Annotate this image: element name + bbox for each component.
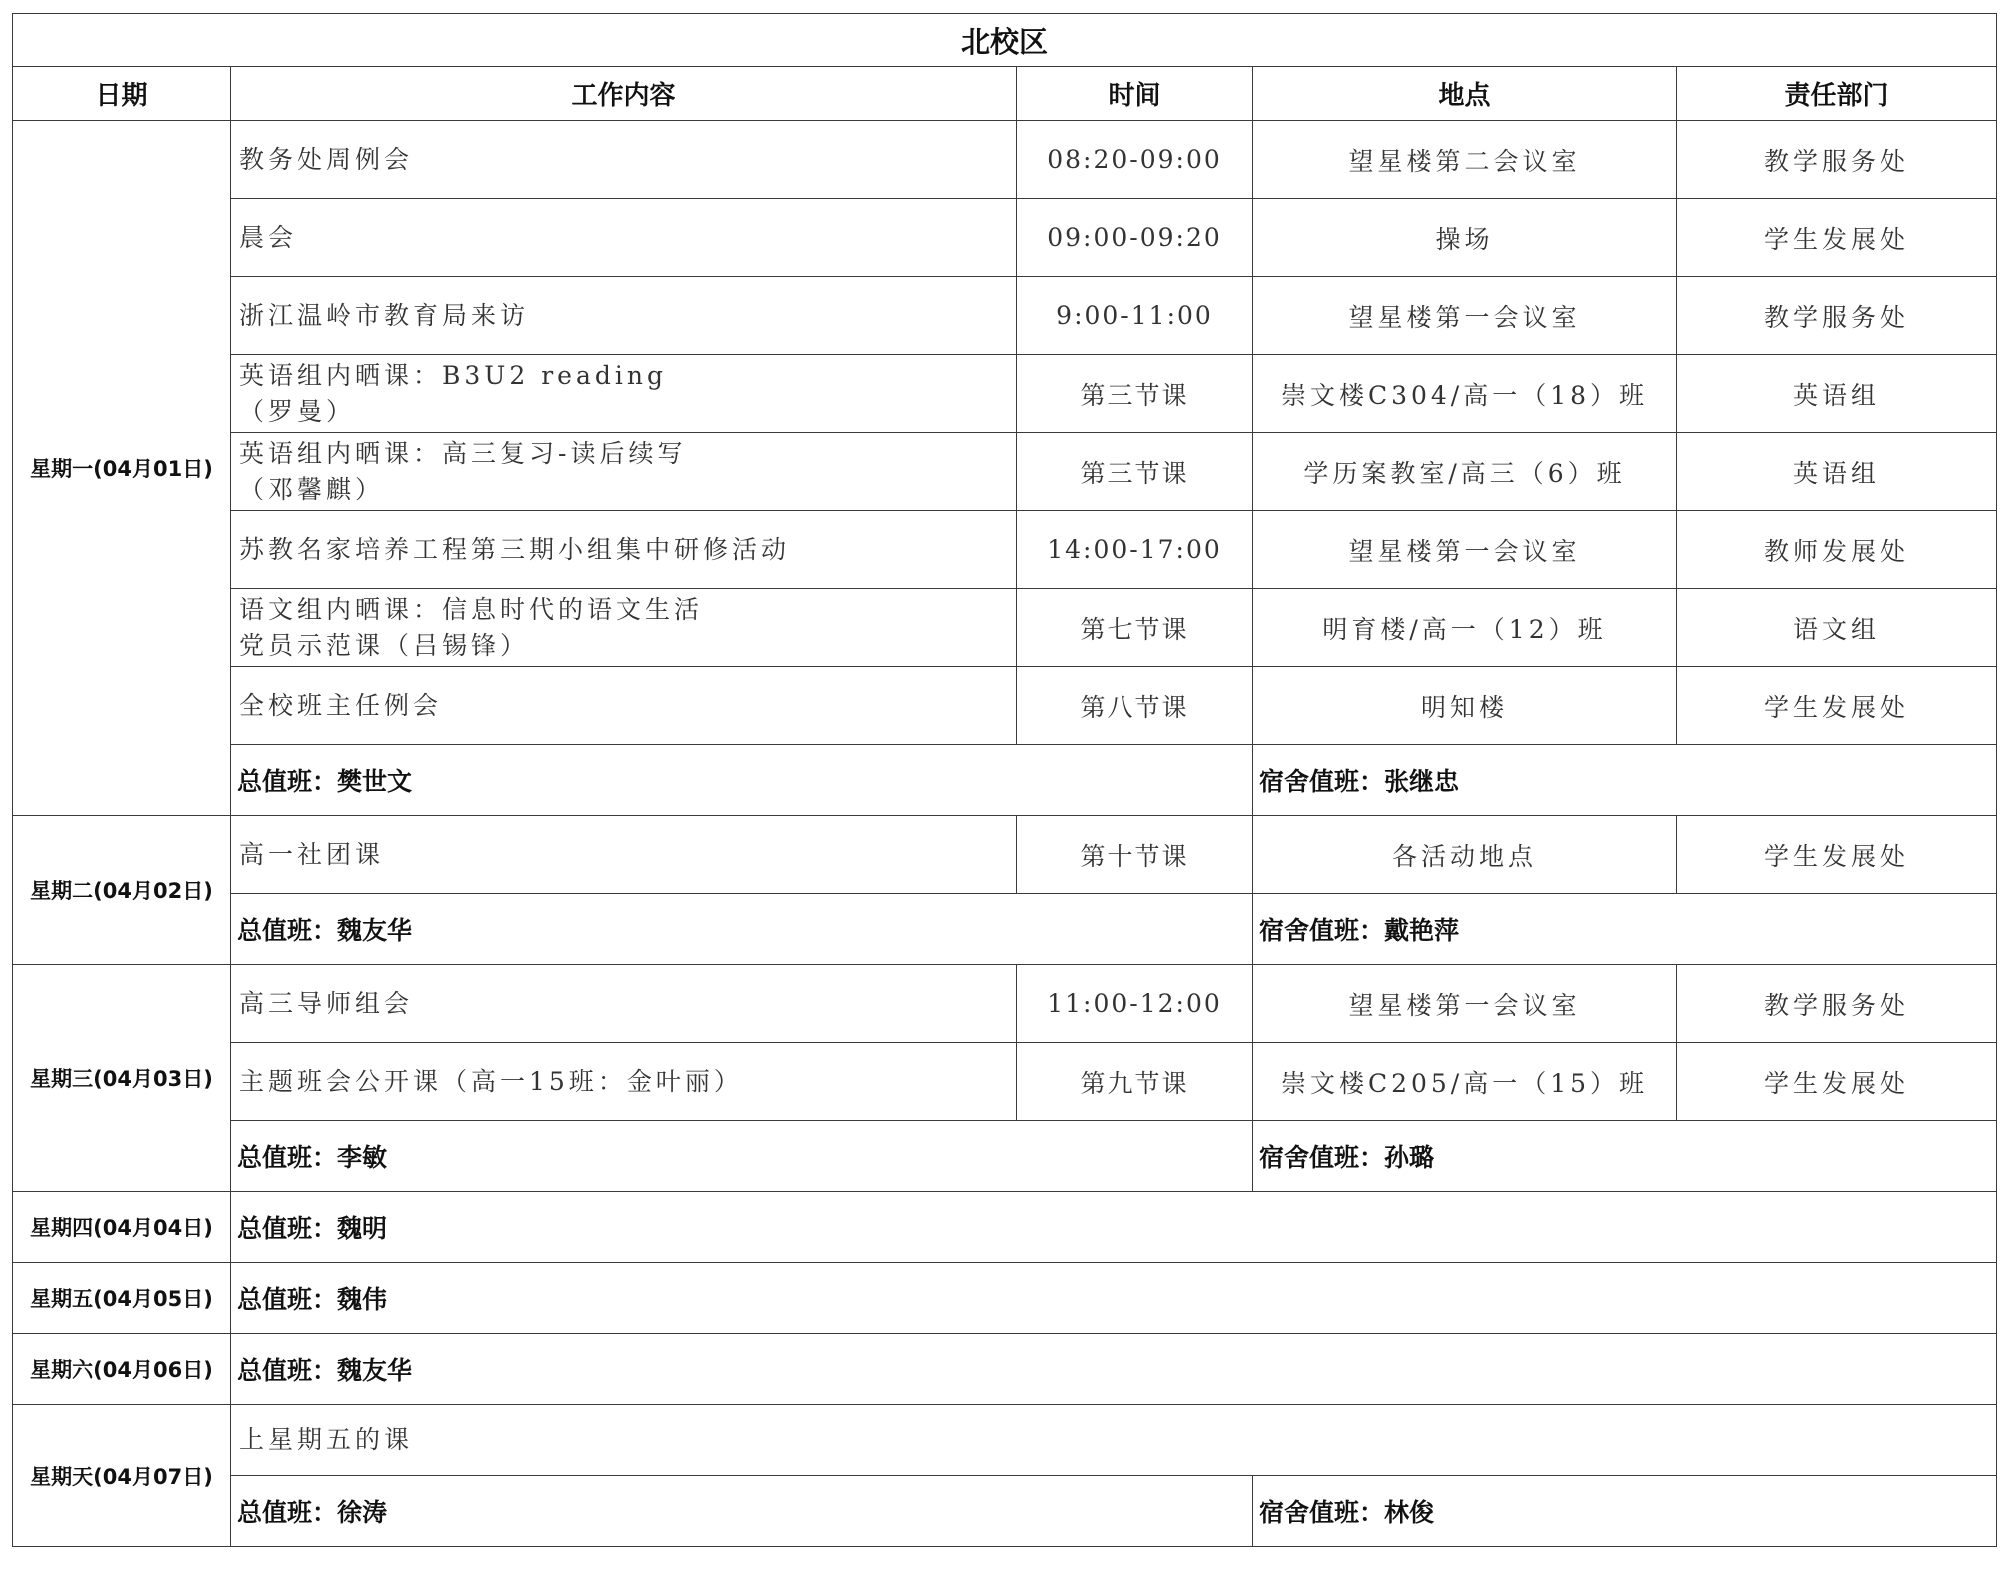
duty-cell — [231, 1334, 1997, 1405]
header-dept: 责任部门 — [1677, 67, 1997, 121]
event-content-text: 全校班主任例会 — [239, 690, 443, 720]
event-dept-cell: 英语组 — [1677, 433, 1997, 511]
duty-row — [13, 894, 1997, 965]
event-row — [13, 121, 1997, 199]
event-dept-cell: 英语组 — [1677, 355, 1997, 433]
event-content-cell — [231, 816, 1017, 894]
event-time-cell: 08:20-09:00 — [1017, 121, 1253, 199]
duty-row — [13, 1334, 1997, 1405]
duty-row — [13, 1263, 1997, 1334]
event-content-subtext: （罗曼） — [239, 396, 356, 426]
duty-name: 李敏 — [337, 1143, 388, 1172]
event-content-cell — [231, 355, 1017, 433]
event-dept-cell: 教学服务处 — [1677, 965, 1997, 1043]
dorm-duty-cell — [1253, 1476, 1997, 1547]
event-content-text: 浙江温岭市教育局来访 — [239, 300, 530, 330]
event-row — [13, 355, 1997, 433]
event-dept-cell: 学生发展处 — [1677, 667, 1997, 745]
event-place-cell: 各活动地点 — [1253, 816, 1677, 894]
duty-name: 魏友华 — [337, 1356, 413, 1385]
dorm-duty-cell — [1253, 1121, 1997, 1192]
duty-label: 总值班： — [237, 1285, 338, 1314]
dorm-duty-name: 孙璐 — [1384, 1143, 1435, 1172]
event-content-text: 教务处周例会 — [239, 144, 414, 174]
duty-name: 魏友华 — [337, 916, 413, 945]
event-place-cell: 明育楼/高一（12）班 — [1253, 589, 1677, 667]
day-date-cell: 星期天(04月07日) — [13, 1405, 231, 1547]
event-content-cell — [231, 965, 1017, 1043]
event-dept-cell: 教师发展处 — [1677, 511, 1997, 589]
event-content-cell — [231, 1043, 1017, 1121]
day-date-cell: 星期四(04月04日) — [13, 1192, 231, 1263]
duty-row — [13, 745, 1997, 816]
duty-cell — [231, 1476, 1253, 1547]
duty-row — [13, 1476, 1997, 1547]
duty-name: 魏明 — [337, 1214, 388, 1243]
dorm-duty-label: 宿舍值班： — [1259, 916, 1385, 945]
duty-label: 总值班： — [237, 1143, 338, 1172]
dorm-duty-name: 戴艳萍 — [1384, 916, 1460, 945]
event-content-cell — [231, 511, 1017, 589]
event-row — [13, 589, 1997, 667]
event-place-cell: 望星楼第二会议室 — [1253, 121, 1677, 199]
event-row — [13, 965, 1997, 1043]
event-place-cell: 明知楼 — [1253, 667, 1677, 745]
event-content-cell — [231, 199, 1017, 277]
event-content-subtext: 党员示范课（吕锡锋） — [239, 630, 530, 660]
event-time-cell: 09:00-09:20 — [1017, 199, 1253, 277]
duty-label: 总值班： — [237, 1214, 338, 1243]
day-date-cell: 星期三(04月03日) — [13, 965, 231, 1192]
event-content-text: 英语组内晒课：B3U2 reading — [239, 360, 667, 390]
duty-label: 总值班： — [237, 1356, 338, 1385]
event-place-cell: 学历案教室/高三（6）班 — [1253, 433, 1677, 511]
event-dept-cell: 学生发展处 — [1677, 1043, 1997, 1121]
event-content-cell — [231, 277, 1017, 355]
duty-row — [13, 1121, 1997, 1192]
event-place-cell: 望星楼第一会议室 — [1253, 965, 1677, 1043]
event-dept-cell: 学生发展处 — [1677, 199, 1997, 277]
day-date-cell: 星期六(04月06日) — [13, 1334, 231, 1405]
duty-label: 总值班： — [237, 1498, 338, 1527]
event-dept-cell: 学生发展处 — [1677, 816, 1997, 894]
event-place-cell: 操场 — [1253, 199, 1677, 277]
event-place-cell: 崇文楼C205/高一（15）班 — [1253, 1043, 1677, 1121]
header-date: 日期 — [13, 67, 231, 121]
event-row — [13, 1043, 1997, 1121]
duty-cell — [231, 894, 1253, 965]
event-content-cell — [231, 667, 1017, 745]
header-content: 工作内容 — [231, 67, 1017, 121]
duty-row — [13, 1192, 1997, 1263]
duty-cell — [231, 1121, 1253, 1192]
day-date-cell: 星期一(04月01日) — [13, 121, 231, 816]
dorm-duty-cell — [1253, 745, 1997, 816]
header-place: 地点 — [1253, 67, 1677, 121]
event-content-text: 苏教名家培养工程第三期小组集中研修活动 — [239, 534, 791, 564]
duty-name: 徐涛 — [337, 1498, 388, 1527]
event-row — [13, 277, 1997, 355]
event-place-cell: 望星楼第一会议室 — [1253, 277, 1677, 355]
event-time-cell: 第十节课 — [1017, 816, 1253, 894]
day-date-cell: 星期五(04月05日) — [13, 1263, 231, 1334]
day-date-cell: 星期二(04月02日) — [13, 816, 231, 965]
dorm-duty-label: 宿舍值班： — [1259, 1498, 1385, 1527]
event-row — [13, 433, 1997, 511]
day-note-cell: 上星期五的课 — [231, 1405, 1997, 1476]
event-content-subtext: （邓馨麒） — [239, 474, 385, 504]
duty-name: 樊世文 — [337, 767, 413, 796]
event-content-text: 语文组内晒课：信息时代的语文生活 — [239, 594, 704, 624]
event-row — [13, 816, 1997, 894]
event-dept-cell: 教学服务处 — [1677, 277, 1997, 355]
event-content-text: 高一社团课 — [239, 839, 385, 869]
event-place-cell: 望星楼第一会议室 — [1253, 511, 1677, 589]
duty-cell — [231, 1192, 1997, 1263]
event-content-cell — [231, 121, 1017, 199]
event-row — [13, 199, 1997, 277]
event-time-cell: 11:00-12:00 — [1017, 965, 1253, 1043]
event-time-cell: 9:00-11:00 — [1017, 277, 1253, 355]
duty-name: 魏伟 — [337, 1285, 388, 1314]
event-content-text: 主题班会公开课（高一15班：金叶丽） — [239, 1066, 743, 1096]
event-time-cell: 第三节课 — [1017, 433, 1253, 511]
event-row — [13, 511, 1997, 589]
event-time-cell: 第三节课 — [1017, 355, 1253, 433]
event-time-cell: 第九节课 — [1017, 1043, 1253, 1121]
note-row — [13, 1405, 1997, 1476]
event-content-text: 英语组内晒课：高三复习-读后续写 — [239, 438, 687, 468]
dorm-duty-label: 宿舍值班： — [1259, 767, 1385, 796]
duty-label: 总值班： — [237, 767, 338, 796]
event-content-cell — [231, 433, 1017, 511]
campus-title: 北校区 — [13, 14, 1997, 67]
dorm-duty-name: 张继忠 — [1384, 767, 1460, 796]
event-dept-cell: 语文组 — [1677, 589, 1997, 667]
event-time-cell: 第七节课 — [1017, 589, 1253, 667]
dorm-duty-name: 林俊 — [1384, 1498, 1435, 1527]
event-row — [13, 667, 1997, 745]
event-time-cell: 第八节课 — [1017, 667, 1253, 745]
event-content-text: 高三导师组会 — [239, 988, 414, 1018]
schedule-table — [12, 13, 1997, 1547]
header-row — [13, 67, 1997, 121]
dorm-duty-cell — [1253, 894, 1997, 965]
event-content-text: 晨会 — [239, 222, 298, 252]
event-time-cell: 14:00-17:00 — [1017, 511, 1253, 589]
event-place-cell: 崇文楼C304/高一（18）班 — [1253, 355, 1677, 433]
header-time: 时间 — [1017, 67, 1253, 121]
duty-cell — [231, 1263, 1997, 1334]
event-content-cell — [231, 589, 1017, 667]
duty-label: 总值班： — [237, 916, 338, 945]
event-dept-cell: 教学服务处 — [1677, 121, 1997, 199]
dorm-duty-label: 宿舍值班： — [1259, 1143, 1385, 1172]
duty-cell — [231, 745, 1253, 816]
